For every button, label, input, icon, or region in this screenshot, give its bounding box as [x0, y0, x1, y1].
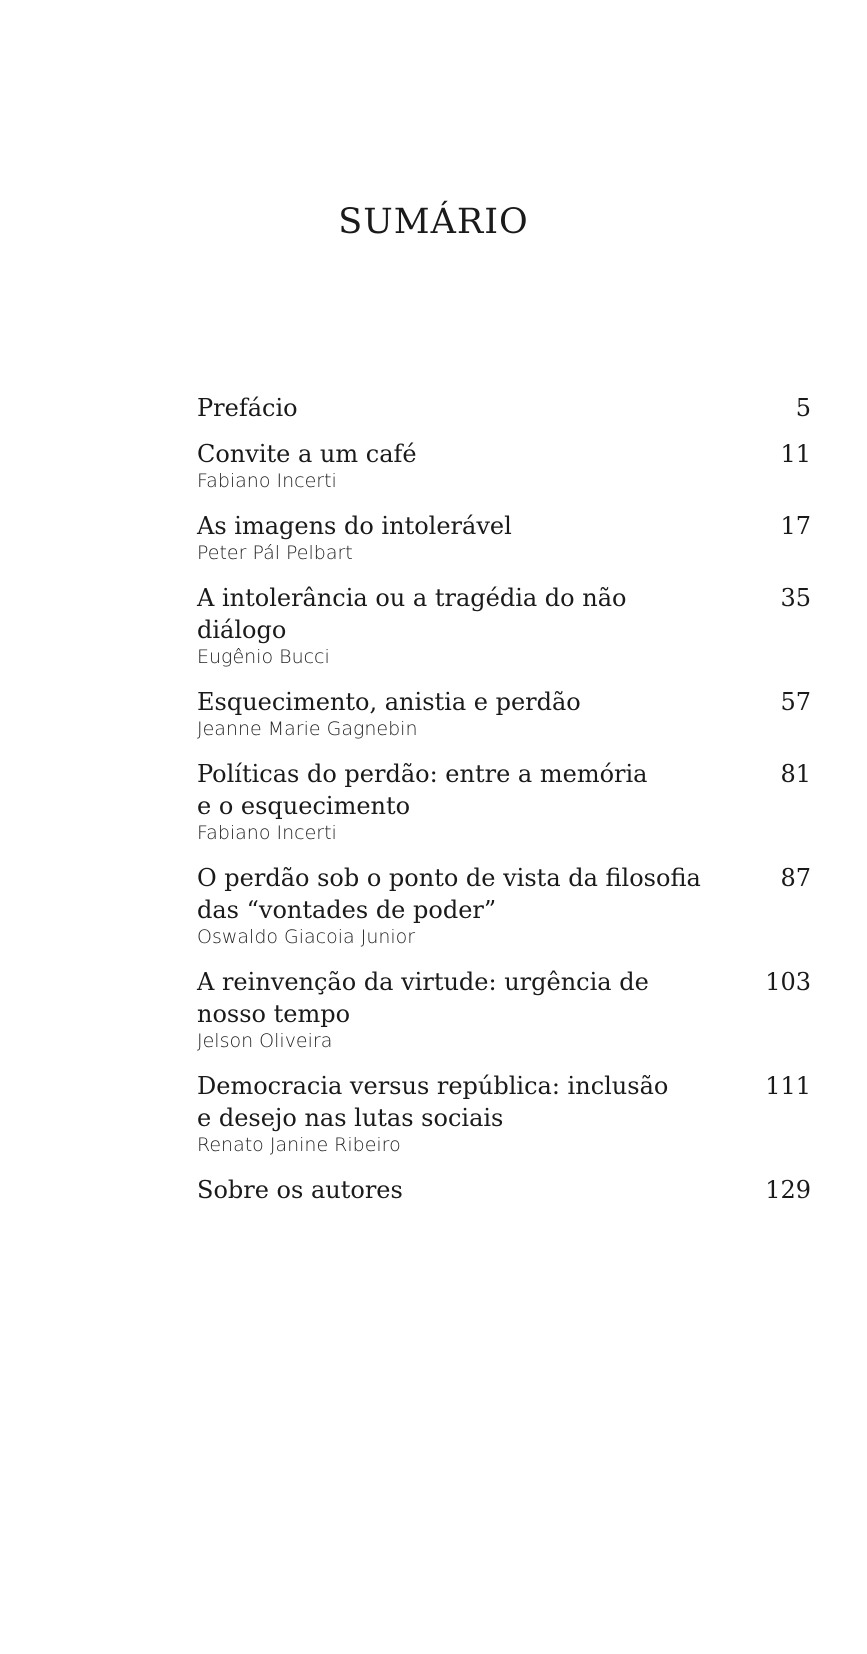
entry-title: Sobre os autores [197, 1176, 403, 1204]
entry-page-number: 87 [780, 864, 811, 892]
entry-title: A intolerância ou a tragédia do não diálogo [197, 584, 627, 644]
entry-page-number: 103 [765, 968, 811, 996]
table-of-contents [197, 392, 811, 1206]
entry-page-number: 35 [780, 584, 811, 612]
entry-author: Peter Pál Pelbart [197, 542, 353, 564]
entry-page-number: 111 [765, 1072, 811, 1100]
entry-author: Jeanne Marie Gagnebin [197, 718, 418, 740]
entry-page-number: 57 [780, 688, 811, 716]
entry-page-number: 81 [780, 760, 811, 788]
entry-title: O perdão sob o ponto de vista da filosofia das “vontades de poder” [197, 864, 701, 924]
entry-page-number: 17 [780, 512, 811, 540]
entry-author: Eugênio Bucci [197, 646, 330, 668]
entry-title: A reinvenção da virtude: urgência de nosso tempo [197, 968, 649, 1028]
page-title: SUMÁRIO [338, 202, 529, 242]
entry-author: Renato Janine Ribeiro [197, 1134, 401, 1156]
entry-author: Fabiano Incerti [197, 470, 337, 492]
entry-title: Prefácio [197, 394, 298, 422]
entry-author: Oswaldo Giacoia Junior [197, 926, 416, 948]
toc-entry[interactable] [197, 1174, 811, 1206]
toc-entry[interactable] [197, 510, 811, 566]
toc-entry[interactable] [197, 686, 811, 742]
entry-title: Esquecimento, anistia e perdão [197, 688, 581, 716]
toc-entry[interactable] [197, 758, 811, 846]
entry-author: Fabiano Incerti [197, 822, 337, 844]
toc-entry[interactable] [197, 862, 811, 950]
entry-page-number: 11 [780, 440, 811, 468]
toc-entry[interactable] [197, 392, 811, 424]
entry-title: Convite a um café [197, 440, 417, 468]
entry-title: As imagens do intolerável [197, 512, 512, 540]
entry-author: Jelson Oliveira [197, 1030, 333, 1052]
toc-entry[interactable] [197, 1070, 811, 1158]
toc-entry[interactable] [197, 438, 811, 494]
entry-title: Democracia versus república: inclusão e desejo nas lutas sociais [197, 1072, 669, 1132]
entry-page-number: 5 [795, 394, 811, 422]
toc-entry[interactable] [197, 966, 811, 1054]
entry-page-number: 129 [765, 1176, 811, 1204]
entry-title: Políticas do perdão: entre a memória e o esquecimento [197, 760, 648, 820]
toc-entry[interactable] [197, 582, 811, 670]
